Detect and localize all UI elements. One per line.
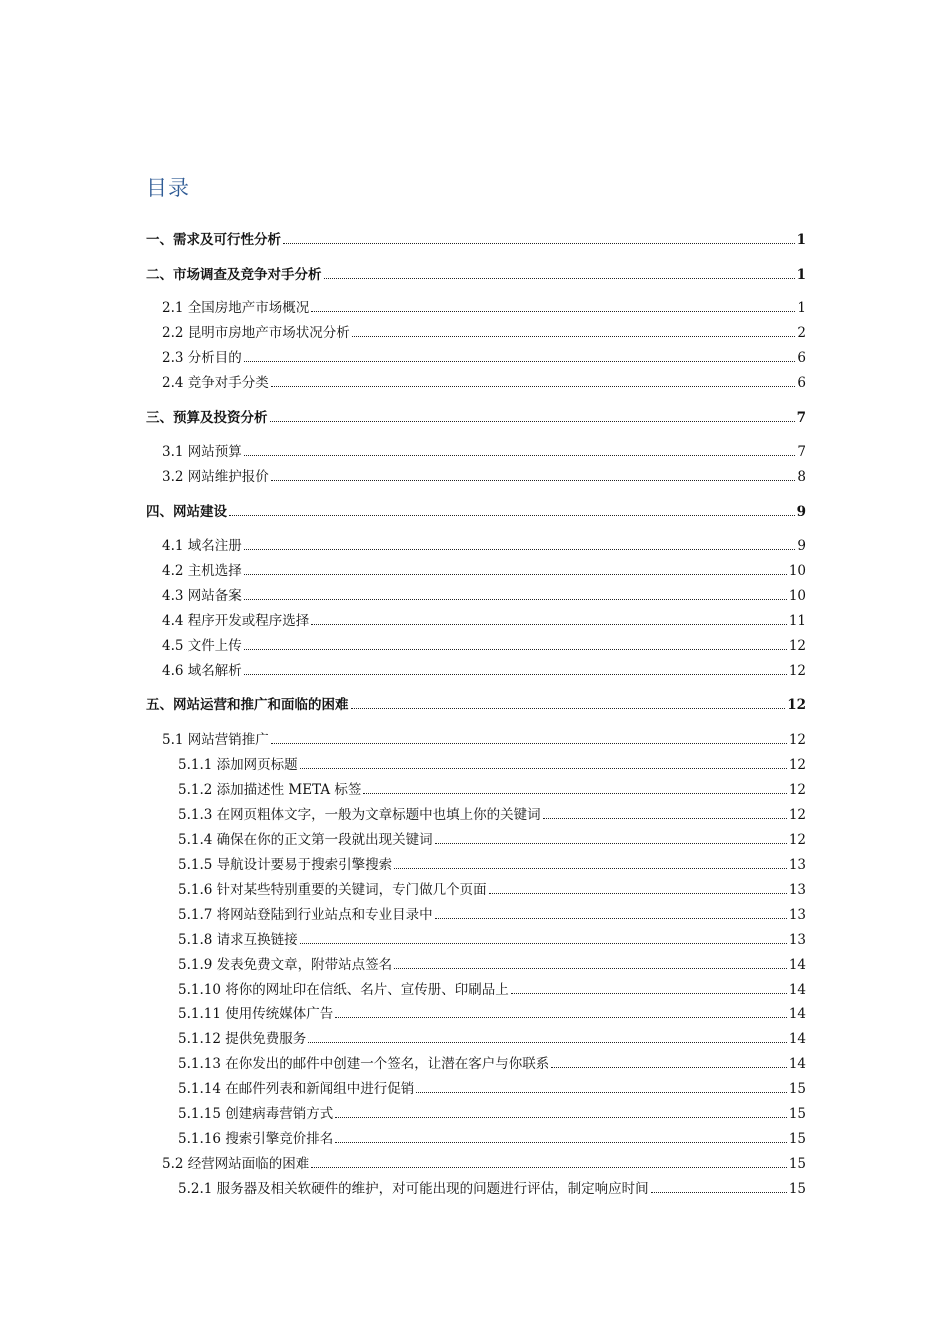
toc-entry-page-number: 12	[788, 782, 806, 798]
toc-entry-page-number: 13	[788, 857, 806, 873]
toc-entry-page-number: 12	[788, 807, 806, 823]
toc-entry[interactable]	[162, 349, 806, 367]
toc-entry-page-number: 14	[788, 957, 806, 973]
toc-entry-title: 二、市场调查及竞争对手分析	[146, 267, 322, 283]
toc-dot-leader	[394, 968, 787, 969]
toc-dot-leader	[311, 311, 795, 312]
toc-entry[interactable]	[178, 781, 806, 799]
toc-entry-title: 5.1.16 搜索引擎竞价排名	[178, 1131, 334, 1147]
toc-dot-leader	[244, 455, 796, 456]
toc-entry[interactable]	[162, 374, 806, 392]
toc-entry[interactable]	[162, 731, 806, 749]
toc-entry[interactable]	[178, 906, 806, 924]
toc-entry-page-number: 15	[788, 1156, 806, 1172]
toc-entry[interactable]	[178, 806, 806, 824]
toc-entry-title: 2.1 全国房地产市场概况	[162, 300, 310, 316]
toc-entry[interactable]	[178, 881, 806, 899]
toc-entry[interactable]	[162, 637, 806, 655]
toc-dot-leader	[244, 549, 796, 550]
toc-dot-leader	[543, 818, 787, 819]
toc-dot-leader	[511, 993, 787, 994]
toc-entry-page-number: 12	[788, 832, 806, 848]
toc-dot-leader	[244, 574, 787, 575]
toc-entry-title: 5.2.1 服务器及相关软硬件的维护，对可能出现的问题进行评估，制定响应时间	[178, 1181, 649, 1197]
toc-entry-title: 4.5 文件上传	[162, 638, 242, 654]
toc-entry-page-number: 7	[796, 410, 806, 426]
toc-entry-title: 2.4 竞争对手分类	[162, 375, 269, 391]
toc-entry-page-number: 10	[788, 588, 806, 604]
toc-entry-title: 4.3 网站备案	[162, 588, 242, 604]
toc-dot-leader	[244, 674, 787, 675]
toc-entry-page-number: 14	[788, 982, 806, 998]
toc-entry[interactable]	[162, 662, 806, 680]
toc-entry[interactable]	[162, 1155, 806, 1173]
toc-entry[interactable]	[146, 266, 806, 284]
toc-entry[interactable]	[162, 299, 806, 317]
toc-dot-leader	[335, 1017, 787, 1018]
toc-entry-title: 5.1.13 在你发出的邮件中创建一个签名，让潜在客户与你联系	[178, 1056, 550, 1072]
toc-entry-title: 3.1 网站预算	[162, 444, 242, 460]
toc-entry-title: 2.2 昆明市房地产市场状况分析	[162, 325, 350, 341]
toc-entry-page-number: 9	[797, 538, 806, 554]
toc-dot-leader	[271, 480, 796, 481]
toc-dot-leader	[300, 943, 787, 944]
toc-dot-leader	[308, 1042, 787, 1043]
toc-dot-leader	[271, 386, 796, 387]
toc-entry[interactable]	[178, 956, 806, 974]
toc-entry-title: 5.1.12 提供免费服务	[178, 1031, 307, 1047]
toc-dot-leader	[352, 336, 796, 337]
toc-entry-page-number: 12	[788, 638, 806, 654]
toc-entry-title: 4.1 域名注册	[162, 538, 242, 554]
toc-entry-page-number: 1	[796, 232, 806, 248]
toc-entry-page-number: 14	[788, 1031, 806, 1047]
toc-entry-page-number: 15	[788, 1131, 806, 1147]
toc-entry-page-number: 12	[788, 757, 806, 773]
toc-entry[interactable]	[178, 1080, 806, 1098]
toc-entry[interactable]	[178, 1005, 806, 1023]
toc-dot-leader	[651, 1192, 787, 1193]
toc-dot-leader	[270, 421, 795, 422]
toc-dot-leader	[300, 768, 787, 769]
toc-dot-leader	[244, 599, 787, 600]
toc-dot-leader	[394, 868, 787, 869]
toc-entry-page-number: 13	[788, 907, 806, 923]
toc-entry-page-number: 12	[788, 732, 806, 748]
toc-entry[interactable]	[146, 231, 806, 249]
toc-entry-title: 3.2 网站维护报价	[162, 469, 269, 485]
toc-entry[interactable]	[178, 1130, 806, 1148]
toc-dot-leader	[335, 1117, 787, 1118]
toc-entry[interactable]	[146, 409, 806, 427]
toc-entry-page-number: 14	[788, 1056, 806, 1072]
toc-entry-title: 5.1.1 添加网页标题	[178, 757, 298, 773]
toc-entry-page-number: 6	[797, 375, 806, 391]
toc-dot-leader	[283, 243, 795, 244]
toc-entry[interactable]	[178, 1180, 806, 1198]
toc-dot-leader	[244, 649, 787, 650]
toc-dot-leader	[489, 893, 787, 894]
toc-entry-title: 5.1.9 发表免费文章，附带站点签名	[178, 957, 393, 973]
toc-entry-page-number: 2	[797, 325, 806, 341]
toc-entry-title: 5.1.2 添加描述性 META 标签	[178, 782, 362, 798]
toc-entry-title: 5.1.10 将你的网址印在信纸、名片、宣传册、印刷品上	[178, 982, 509, 998]
toc-dot-leader	[551, 1067, 787, 1068]
toc-entry[interactable]	[178, 931, 806, 949]
toc-entry[interactable]	[162, 562, 806, 580]
toc-entry-page-number: 12	[787, 697, 806, 713]
toc-entry[interactable]	[178, 1030, 806, 1048]
toc-entry[interactable]	[178, 856, 806, 874]
toc-entry[interactable]	[146, 696, 806, 714]
toc-entry-title: 5.1.8 请求互换链接	[178, 932, 298, 948]
toc-entry-title: 四、网站建设	[146, 504, 227, 520]
toc-entry-page-number: 8	[797, 469, 806, 485]
toc-entry-page-number: 9	[796, 504, 806, 520]
toc-entry-page-number: 7	[797, 444, 806, 460]
toc-entry-page-number: 14	[788, 1006, 806, 1022]
toc-entry-title: 5.1.11 使用传统媒体广告	[178, 1006, 334, 1022]
toc-entry-title: 5.1.6 针对某些特别重要的关键词，专门做几个页面	[178, 882, 487, 898]
toc-dot-leader	[435, 918, 787, 919]
toc-entry-page-number: 15	[788, 1106, 806, 1122]
toc-entry-page-number: 1	[797, 300, 806, 316]
toc-entry-title: 4.6 域名解析	[162, 663, 242, 679]
toc-entry-title: 5.1.14 在邮件列表和新闻组中进行促销	[178, 1081, 415, 1097]
toc-dot-leader	[311, 624, 787, 625]
toc-entry[interactable]	[162, 612, 806, 630]
toc-entry-page-number: 13	[788, 932, 806, 948]
toc-dot-leader	[363, 793, 786, 794]
toc-entry-title: 5.1.3 在网页粗体文字，一般为文章标题中也填上你的关键词	[178, 807, 541, 823]
toc-entry-title: 4.2 主机选择	[162, 563, 242, 579]
toc-dot-leader	[229, 515, 795, 516]
toc-entry-page-number: 15	[788, 1081, 806, 1097]
toc-entry-title: 2.3 分析目的	[162, 350, 242, 366]
toc-entry-title: 5.1.7 将网站登陆到行业站点和专业目录中	[178, 907, 433, 923]
toc-dot-leader	[271, 743, 787, 744]
toc-entry[interactable]	[146, 503, 806, 521]
toc-entry-title: 5.1.4 确保在你的正文第一段就出现关键词	[178, 832, 433, 848]
toc-entry[interactable]	[162, 587, 806, 605]
toc-dot-leader	[435, 843, 787, 844]
toc-entry-page-number: 12	[788, 663, 806, 679]
toc-entry[interactable]	[162, 324, 806, 342]
toc-entry[interactable]	[178, 831, 806, 849]
toc-entry[interactable]	[162, 443, 806, 461]
toc-dot-leader	[416, 1092, 787, 1093]
toc-entry-page-number: 15	[788, 1181, 806, 1197]
toc-entry[interactable]	[162, 468, 806, 486]
toc-entry-page-number: 10	[788, 563, 806, 579]
toc-entry-title: 5.1.15 创建病毒营销方式	[178, 1106, 334, 1122]
toc-entry[interactable]	[178, 1055, 806, 1073]
toc-entry[interactable]	[162, 537, 806, 555]
toc-entry-page-number: 11	[788, 613, 806, 629]
toc-title: 目录	[146, 176, 190, 200]
toc-entry-title: 五、网站运营和推广和面临的困难	[146, 697, 349, 713]
toc-entry[interactable]	[178, 756, 806, 774]
toc-entry[interactable]	[178, 1105, 806, 1123]
toc-entry[interactable]	[178, 981, 806, 999]
toc-entry-page-number: 1	[796, 267, 806, 283]
toc-entry-title: 三、预算及投资分析	[146, 410, 268, 426]
toc-entry-page-number: 13	[788, 882, 806, 898]
toc-dot-leader	[311, 1167, 787, 1168]
toc-dot-leader	[324, 278, 795, 279]
toc-entry-title: 一、需求及可行性分析	[146, 232, 281, 248]
toc-dot-leader	[335, 1142, 787, 1143]
toc-dot-leader	[351, 708, 786, 709]
toc-entry-title: 5.1.5 导航设计要易于搜索引擎搜索	[178, 857, 393, 873]
toc-entry-title: 5.1 网站营销推广	[162, 732, 269, 748]
toc-entry-title: 4.4 程序开发或程序选择	[162, 613, 310, 629]
toc-entry-page-number: 6	[797, 350, 806, 366]
toc-dot-leader	[244, 361, 796, 362]
toc-entry-title: 5.2 经营网站面临的困难	[162, 1156, 310, 1172]
